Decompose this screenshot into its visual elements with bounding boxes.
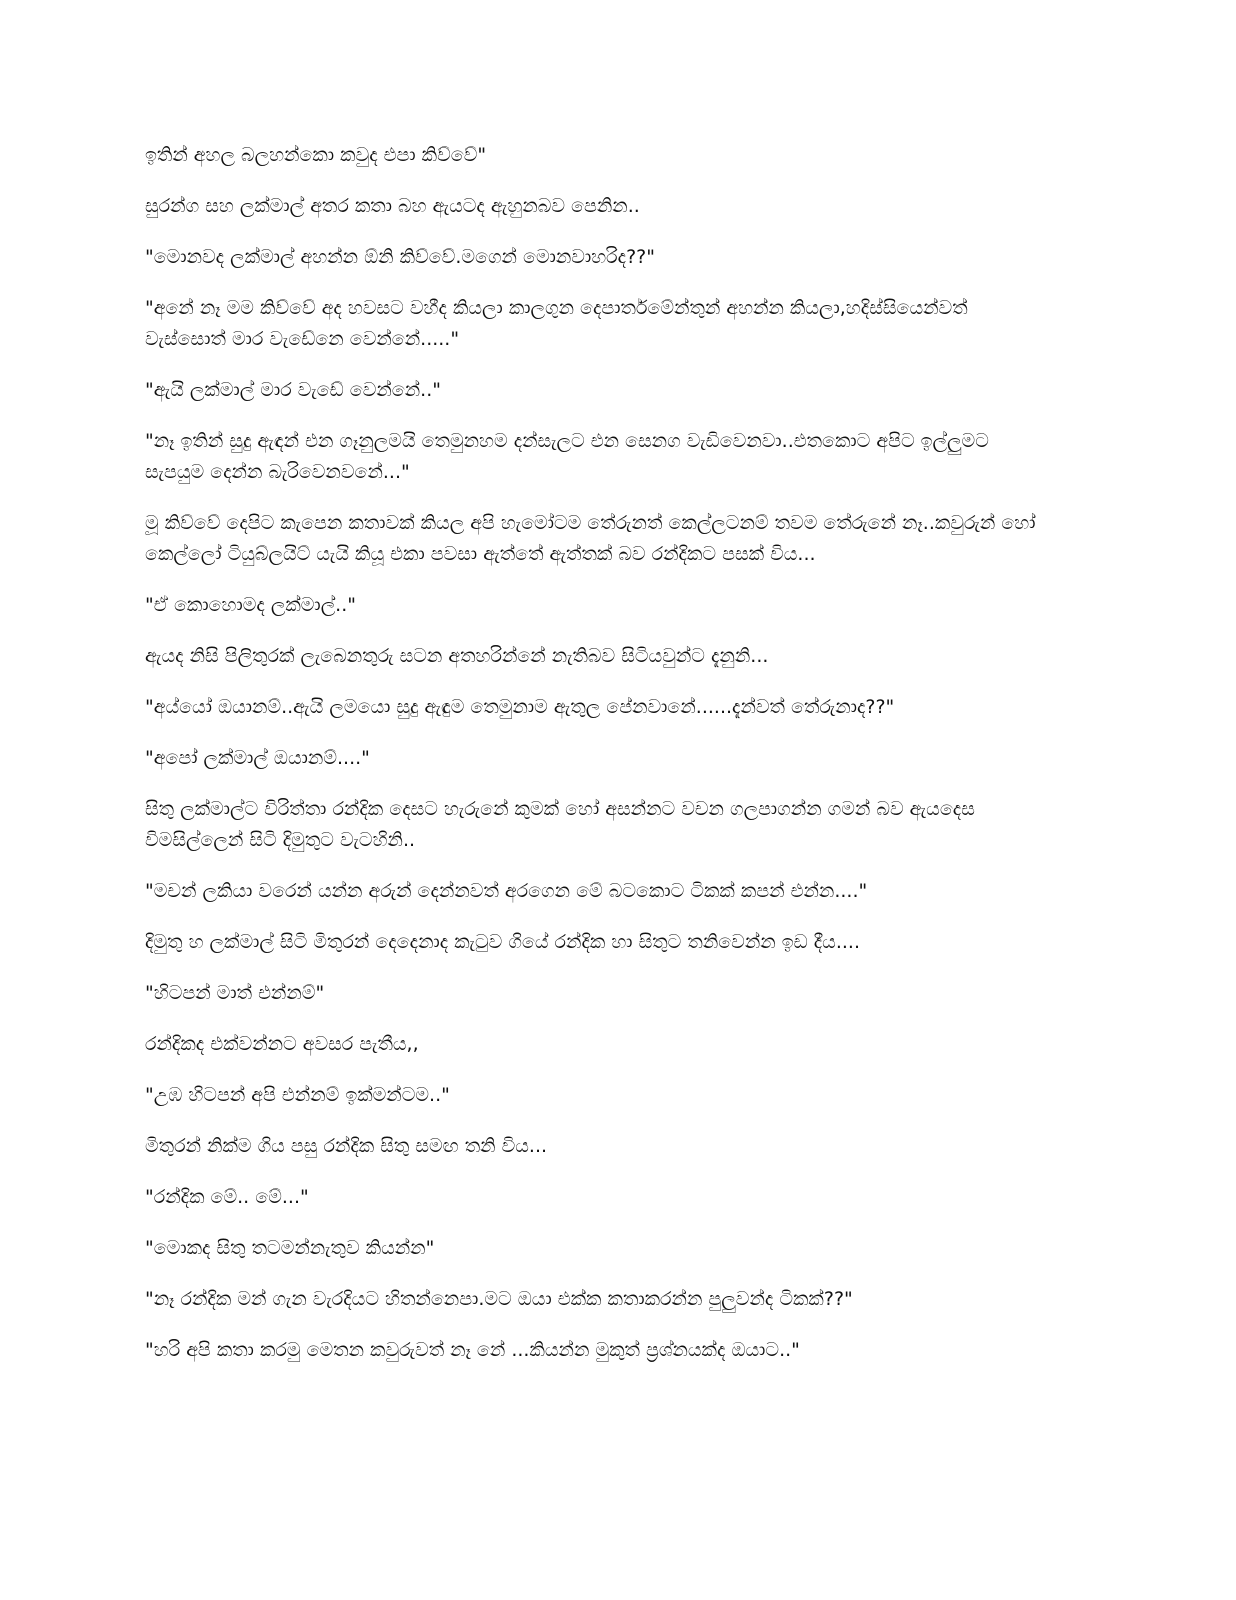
paragraph: "අනේ නෑ මම කිව්වේ අද හවසට වහීද කියලා කාලගුන දෙපාර්තමේන්තුන් අහන්න කියලා,හදිස්සියෙන්වත් වැස්සොත් මාර වැඩේනෙ වෙන්නේ....." — [145, 297, 968, 350]
paragraph: "හරි අපි කතා කරමු මෙතන කවුරුවත් නෑ නේ ...කියන්න මුකුත් ප්‍රශ්නයක්ද ඔයාට.." — [145, 1339, 800, 1361]
paragraph: "හිටපන් මාත් එන්නම්" — [145, 982, 325, 1004]
paragraph: ඉතින් අහල බලහන්කො කවුද එපා කිව්වේ" — [145, 144, 487, 166]
paragraph: "ඒ කොහොමද ලක්මාල්.." — [145, 594, 357, 616]
paragraph: "අය්යෝ ඔයානම්..ඇයි ලමයො සුදු ඇඳුම තෙමුනාම ඇතුල පේනවානේ......දැන්වත් තේරුනාද??" — [145, 696, 895, 718]
paragraph: "ඇයි ලක්මාල් මාර වැඩේ වෙන්නේ.." — [145, 379, 441, 401]
paragraph: දිමුතු හ ලක්මාල් සිටි මිතුරන් දෙදෙනාද කැටුව ගියේ රන්දික හා සිතුට තනිවෙන්න ඉඩ දීය.... — [145, 931, 861, 953]
paragraph: මිතුරන් නික්ම ගිය පසු රන්දික සිතු සමඟ තනි විය... — [145, 1135, 548, 1157]
paragraph: ඇයද නිසි පිලිතුරක් ලැබෙනතුරු සටන අතහරින්නේ නැතිබව සිටියවුන්ට දැනුනි... — [145, 645, 769, 667]
story-text — [145, 140, 1045, 1386]
paragraph: "නෑ රන්දික මන් ගැන වැරදියට හිතන්නෙපා.මට ඔයා එක්ක කතාකරන්න පුලුවන්ද ටිකක්??" — [145, 1288, 853, 1310]
paragraph: "මොකද සිතු තටමන්නැතුව කියන්න" — [145, 1237, 435, 1259]
paragraph: "නෑ ඉතින් සුදු ඇඳන් එන ගෑනුලමයි තෙමුනහම දන්සැලට එන සෙනග වැඩිවෙනවා..එතකොට අපිට ඉල්ලුමට සැපයුම දෙන්න බැරිවෙනවනේ..." — [145, 430, 989, 483]
paragraph: "උඹ හිටපන් අපි එන්නම් ඉක්මන්ටම.." — [145, 1084, 450, 1106]
paragraph: "මොනවද ලක්මාල් අහන්න ඕනි කිව්වේ.මගෙන් මොනවාහරිද??" — [145, 246, 655, 268]
paragraph: මූ කිව්වේ දෙපිට කැපෙන කතාවක් කියල අපි හැමෝටම තේරුනත් කෙල්ලටනම් තවම තේරුනේ නෑ..කවුරුන් හෝ කෙල්ලෝ ටියුබ්ලයිට් යැයි කියූ එකා පවසා ඇත්තේ ඇත්තක් බව රන්දිකට පසක් විය... — [145, 512, 1036, 565]
paragraph: රන්දිකද එක්වන්නට අවසර පැතීය,, — [145, 1033, 419, 1055]
paragraph: "අපෝ ලක්මාල් ඔයානම්...." — [145, 747, 370, 769]
paragraph: "මචන් ලකියා වරෙන් යන්න අරුන් දෙන්නවත් අරගෙන මේ බටකොට ටිකක් කපන් එන්න...." — [145, 880, 868, 902]
paragraph: සුරන්ග සහ ලක්මාල් අතර කතා බහ ඇයටද ඇහුනබව පෙනින.. — [145, 195, 640, 217]
paragraph: "රන්දික මේ.. මේ..." — [145, 1186, 309, 1208]
paragraph: සිතු ලක්මාල්ට විරිත්තා රන්දික දෙසට හැරුනේ කුමක් හෝ අසන්නට වචන ගලපාගන්න ගමන් බව ඇයදෙස විමසිල්ලෙන් සිටි දිමුතුට වැටහිනි.. — [145, 798, 975, 851]
